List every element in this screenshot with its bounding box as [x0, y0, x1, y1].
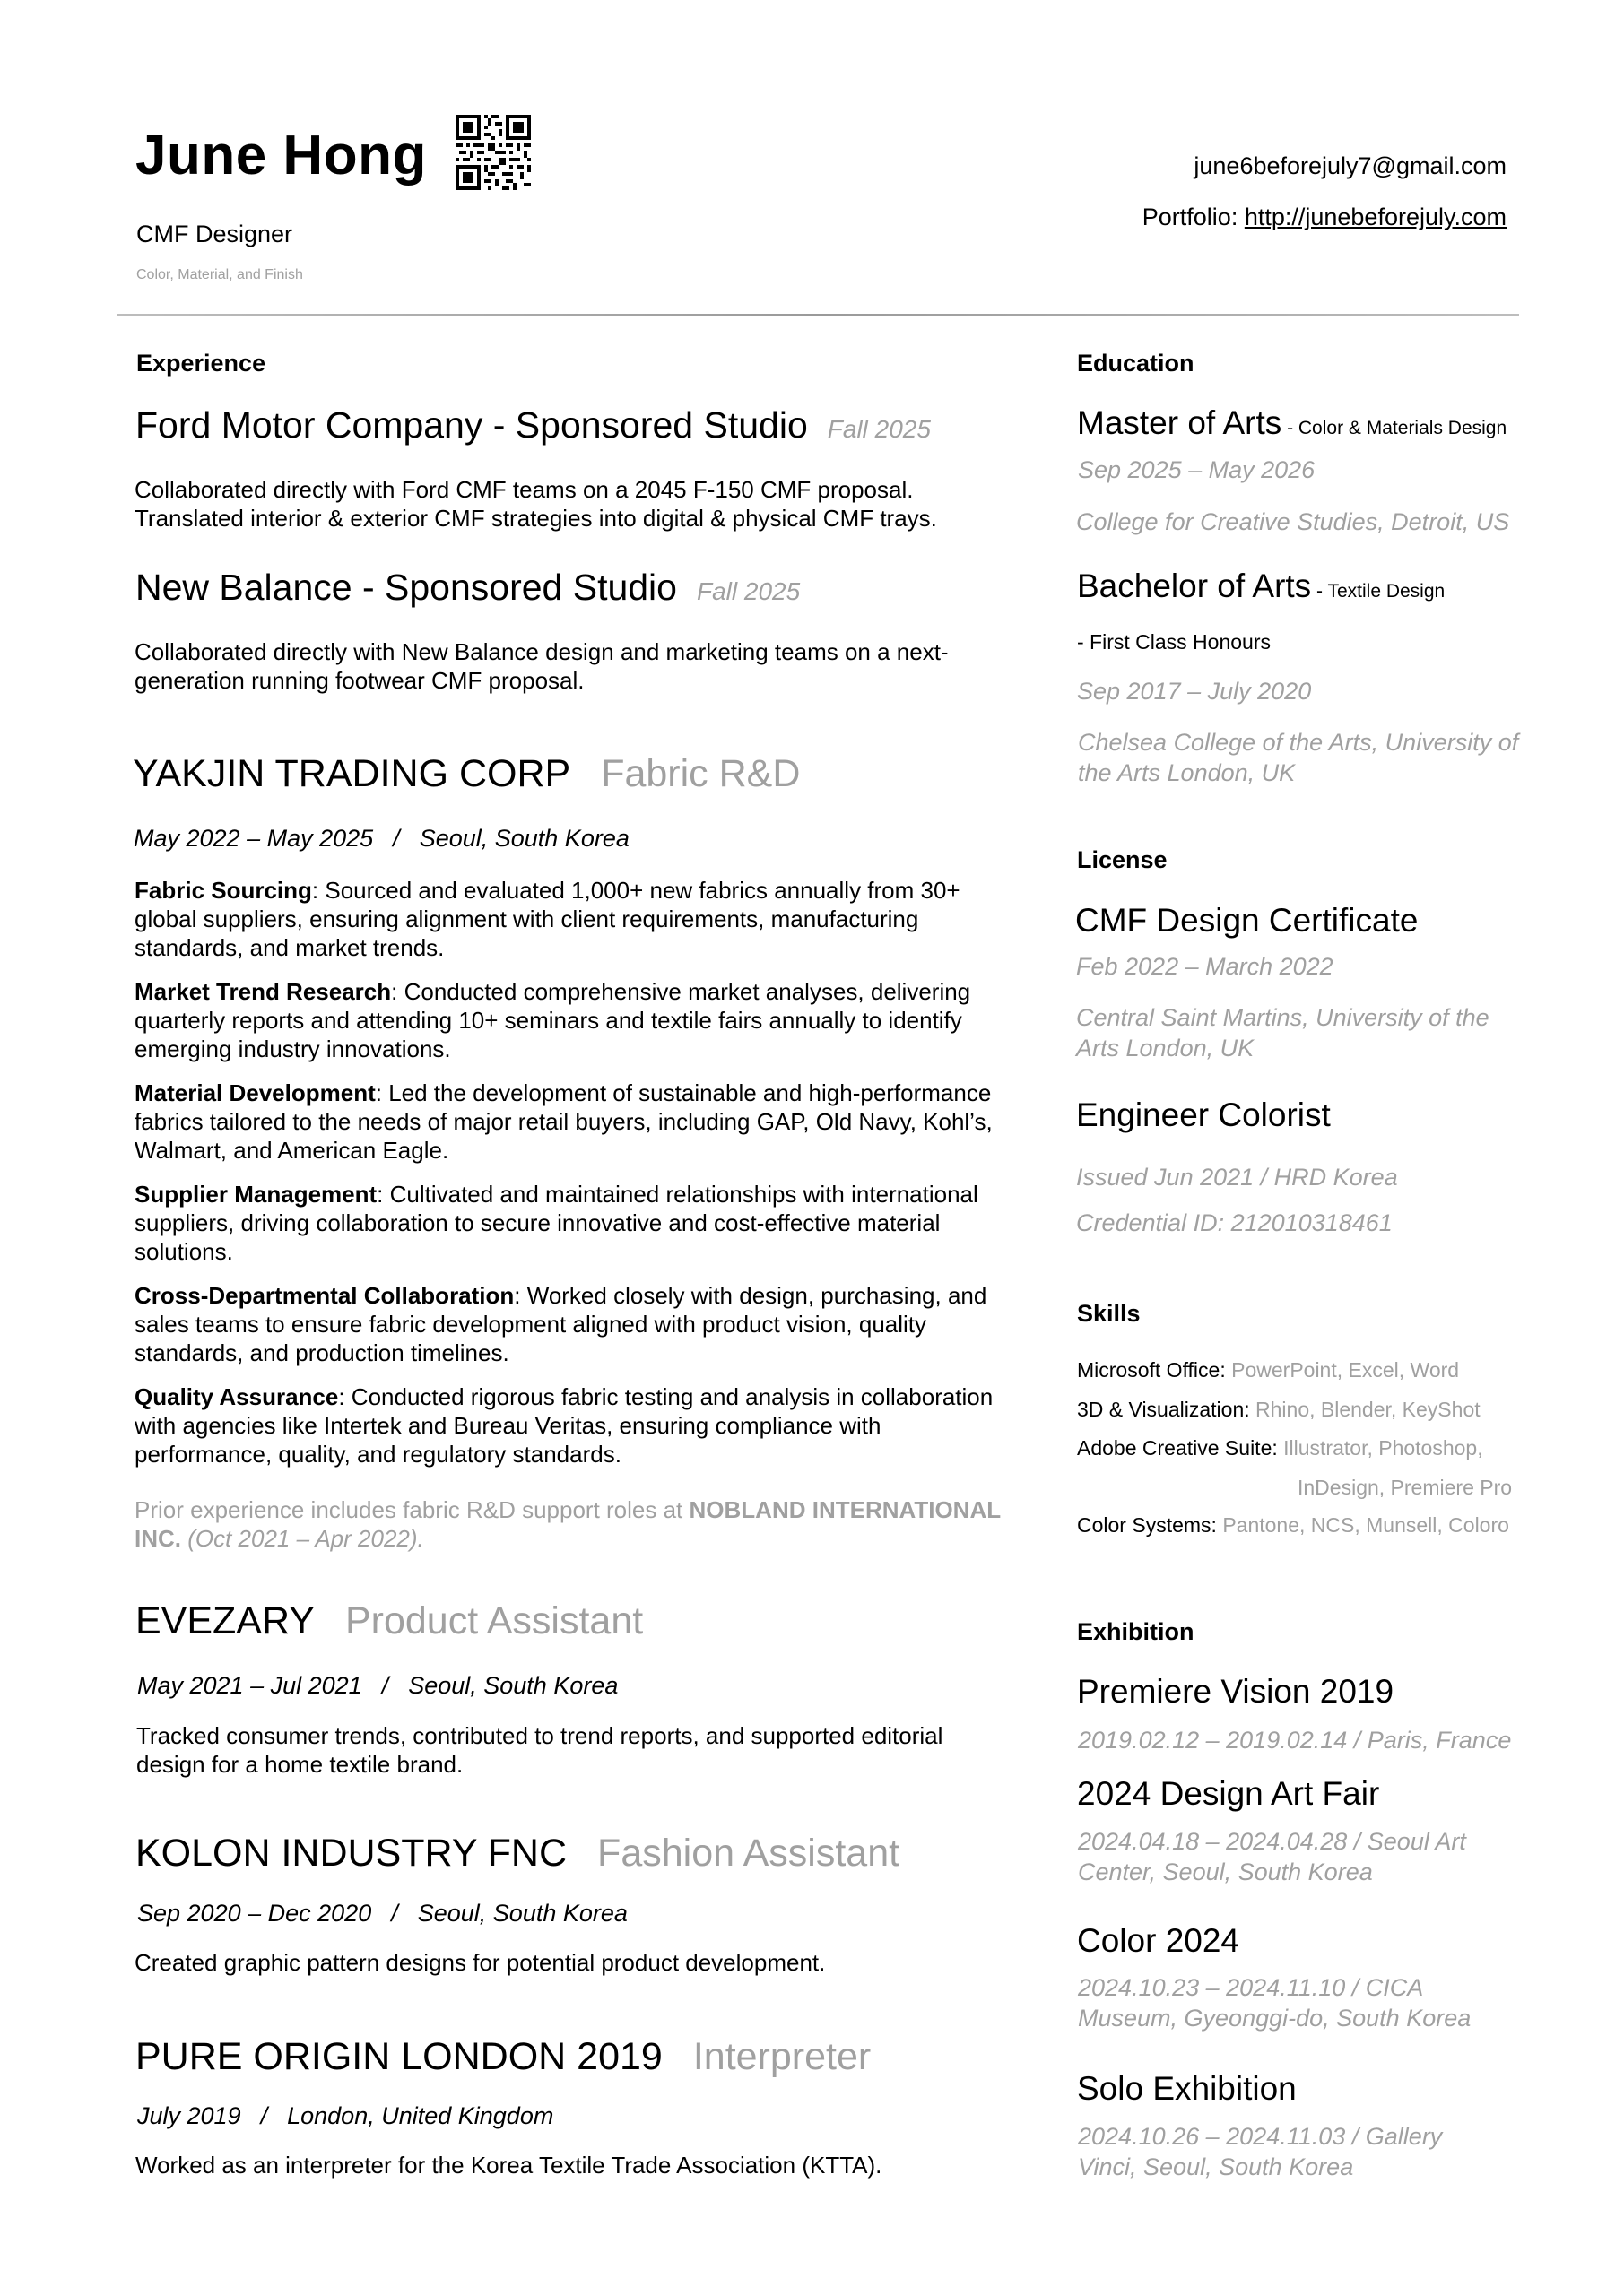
- evezary-sep: /: [381, 1672, 389, 1699]
- skill-value: Pantone, NCS, Munsell, Coloro: [1222, 1513, 1509, 1537]
- kolon-meta: [137, 1900, 628, 1928]
- skill-label: Adobe Creative Suite:: [1077, 1436, 1284, 1460]
- skill-row: [1077, 1398, 1481, 1422]
- evezary-role: Product Assistant: [344, 1599, 644, 1642]
- header-divider: [117, 314, 1519, 316]
- yakjin-dates: May 2022 – May 2025: [134, 825, 374, 852]
- pure-description: Worked as an interpreter for the Korea Textile Trade Association (KTTA).: [135, 2152, 882, 2179]
- prior-company: NOBLAND INTERNATIONAL INC.: [135, 1496, 1001, 1552]
- evezary-company: EVEZARY: [135, 1599, 315, 1642]
- education-heading: Education: [1077, 350, 1194, 377]
- responsibility-label: Material Development: [135, 1079, 376, 1106]
- ba-subtitle: - Textile Design: [1311, 581, 1446, 602]
- responsibility-item: [135, 977, 1004, 1063]
- ba-title-line: [1077, 568, 1445, 605]
- colorist-credential: Credential ID: 212010318461: [1076, 1209, 1393, 1236]
- ma-dates: Sep 2025 – May 2026: [1078, 456, 1316, 483]
- skill-row: [1298, 1476, 1512, 1500]
- skill-value: Rhino, Blender, KeyShot: [1255, 1398, 1481, 1421]
- responsibility-label: Cross-Departmental Collaboration: [135, 1282, 515, 1309]
- ba-title: Bachelor of Arts: [1077, 568, 1312, 604]
- portfolio-label: Portfolio:: [1142, 204, 1245, 230]
- skill-label: 3D & Visualization:: [1077, 1398, 1256, 1421]
- pure-sep: /: [260, 2102, 268, 2129]
- skill-label: Color Systems:: [1077, 1513, 1223, 1537]
- responsibility-label: Fabric Sourcing: [135, 877, 312, 904]
- ma-school: College for Creative Studies, Detroit, US: [1076, 508, 1510, 535]
- responsibility-text: : Conducted rigorous fabric testing and analysis in collaboration with agencies like Intertek and Bureau Veritas, ensuring compliance with performance, quality, and regulatory standards.: [135, 1383, 994, 1468]
- kolon-company: KOLON INDUSTRY FNC: [135, 1832, 568, 1875]
- cmf-cert-title: CMF Design Certificate: [1075, 902, 1419, 939]
- pure-title-line: [135, 2035, 871, 2079]
- yakjin-responsibilities: [135, 876, 1004, 1484]
- ma-title: Master of Arts: [1077, 404, 1282, 441]
- yakjin-company: YAKJIN TRADING CORP: [133, 752, 571, 795]
- kolon-dates: Sep 2020 – Dec 2020: [137, 1900, 372, 1927]
- exhibition-title: Premiere Vision 2019: [1077, 1673, 1394, 1710]
- job-title-subtitle: Color, Material, and Finish: [136, 267, 303, 282]
- qr-code-icon: [456, 115, 531, 190]
- cmf-cert-dates: Feb 2022 – March 2022: [1076, 953, 1333, 980]
- responsibility-text: : Worked closely with design, purchasing, and sales teams to ensure fabric development aligned with product vision, quality standards, and production timelines.: [135, 1282, 987, 1366]
- kolon-description: Created graphic pattern designs for potential product development.: [135, 1949, 826, 1976]
- exhibition-heading: Exhibition: [1077, 1618, 1194, 1645]
- evezary-location: Seoul, South Korea: [408, 1672, 619, 1699]
- prior-dates: (Oct 2021 – Apr 2022).: [181, 1525, 424, 1552]
- yakjin-role: Fabric R&D: [601, 752, 801, 795]
- pure-meta: [137, 2102, 553, 2130]
- ba-dates: Sep 2017 – July 2020: [1077, 678, 1312, 705]
- cmf-cert-school: Central Saint Martins, University of the Arts London, UK: [1076, 1004, 1489, 1061]
- yakjin-meta: [134, 825, 630, 853]
- skill-row: [1077, 1513, 1509, 1538]
- responsibility-item: [135, 876, 1004, 962]
- exhibition-detail: 2019.02.12 – 2019.02.14 / Paris, France: [1078, 1727, 1512, 1754]
- nb-description: Collaborated directly with New Balance design and marketing teams on a next-generation running footwear CMF proposal.: [135, 638, 949, 694]
- nb-title: New Balance - Sponsored Studio: [135, 567, 677, 608]
- skill-row: [1077, 1436, 1483, 1460]
- ford-term: Fall 2025: [827, 415, 931, 443]
- responsibility-item: [135, 1281, 1004, 1367]
- exhibition-detail: 2024.10.23 – 2024.11.10 / CICA Museum, Gyeonggi-do, South Korea: [1078, 1974, 1472, 2032]
- experience-heading: Experience: [136, 350, 266, 377]
- ford-title: Ford Motor Company - Sponsored Studio: [135, 404, 808, 446]
- ford-title-line: [135, 404, 931, 446]
- responsibility-label: Supplier Management: [135, 1181, 378, 1208]
- nb-title-line: [135, 567, 800, 609]
- pure-location: London, United Kingdom: [287, 2102, 554, 2129]
- license-heading: License: [1077, 846, 1168, 873]
- evezary-meta: [137, 1672, 618, 1700]
- exhibition-detail: 2024.10.26 – 2024.11.03 / Gallery Vinci, Seoul, South Korea: [1078, 2123, 1443, 2180]
- evezary-title-line: [135, 1599, 643, 1643]
- nb-term: Fall 2025: [696, 577, 801, 605]
- portfolio-line: [1142, 204, 1507, 231]
- exhibition-detail: 2024.04.18 – 2024.04.28 / Seoul Art Center, Seoul, South Korea: [1078, 1828, 1466, 1885]
- pure-dates: July 2019: [137, 2102, 241, 2129]
- skill-value: PowerPoint, Excel, Word: [1231, 1358, 1460, 1382]
- responsibility-item: [135, 1180, 1004, 1266]
- responsibility-text: : Conducted comprehensive market analyses, delivering quarterly reports and attending 10+ seminars and textile fairs annually to identify emerging industry innovations.: [135, 978, 971, 1062]
- kolon-location: Seoul, South Korea: [417, 1900, 628, 1927]
- responsibility-label: Quality Assurance: [135, 1383, 339, 1410]
- exhibition-title: 2024 Design Art Fair: [1077, 1775, 1380, 1812]
- kolon-title-line: [135, 1832, 899, 1876]
- evezary-dates: May 2021 – Jul 2021: [137, 1672, 362, 1699]
- skill-label: Microsoft Office:: [1077, 1358, 1232, 1382]
- responsibility-item: [135, 1079, 1004, 1165]
- yakjin-sep: /: [393, 825, 400, 852]
- skill-row: [1077, 1358, 1459, 1382]
- skills-heading: Skills: [1077, 1300, 1141, 1327]
- pure-role: Interpreter: [692, 2035, 872, 2078]
- prior-pre: Prior experience includes fabric R&D support roles at: [135, 1496, 690, 1523]
- responsibility-item: [135, 1382, 1004, 1469]
- pure-company: PURE ORIGIN LONDON 2019: [135, 2035, 663, 2078]
- ma-title-line: [1077, 404, 1507, 442]
- yakjin-title-line: [133, 752, 800, 796]
- colorist-title: Engineer Colorist: [1076, 1096, 1331, 1133]
- responsibility-label: Market Trend Research: [135, 978, 392, 1005]
- kolon-sep: /: [391, 1900, 398, 1927]
- job-title: CMF Designer: [136, 221, 293, 247]
- email-link[interactable]: june6beforejuly7@gmail.com: [1194, 152, 1507, 179]
- prior-experience-note: [135, 1495, 1004, 1553]
- responsibility-text: : Led the development of sustainable and high-performance fabrics tailored to the needs of major retail buyers, including GAP, Old Navy, Kohl’s, Walmart, and American Eagle.: [135, 1079, 993, 1164]
- ba-school: Chelsea College of the Arts, University of the Arts London, UK: [1078, 729, 1519, 786]
- exhibition-title: Color 2024: [1077, 1922, 1240, 1959]
- evezary-description: Tracked consumer trends, contributed to trend reports, and supported editorial design for a home textile brand.: [136, 1722, 943, 1778]
- yakjin-location: Seoul, South Korea: [419, 825, 630, 852]
- responsibility-text: : Sourced and evaluated 1,000+ new fabrics annually from 30+ global suppliers, ensuring alignment with client requirements, manufacturing standards, and market trends.: [135, 877, 960, 961]
- ford-description: Collaborated directly with Ford CMF teams on a 2045 F-150 CMF proposal. Translated interior & exterior CMF strategies into digital & physical CMF trays.: [135, 476, 937, 532]
- resume-name: June Hong: [135, 125, 427, 186]
- exhibition-title: Solo Exhibition: [1077, 2070, 1297, 2107]
- colorist-issued: Issued Jun 2021 / HRD Korea: [1076, 1164, 1398, 1191]
- skill-value: Illustrator, Photoshop,: [1283, 1436, 1483, 1460]
- responsibility-text: : Cultivated and maintained relationships with international suppliers, driving collaboration to secure innovative and cost-effective material solutions.: [135, 1181, 978, 1265]
- skill-value: InDesign, Premiere Pro: [1298, 1476, 1513, 1499]
- kolon-role: Fashion Assistant: [597, 1832, 900, 1875]
- ma-subtitle: - Color & Materials Design: [1281, 418, 1507, 438]
- portfolio-link[interactable]: http://junebeforejuly.com: [1244, 204, 1507, 230]
- ba-honours: - First Class Honours: [1077, 630, 1271, 654]
